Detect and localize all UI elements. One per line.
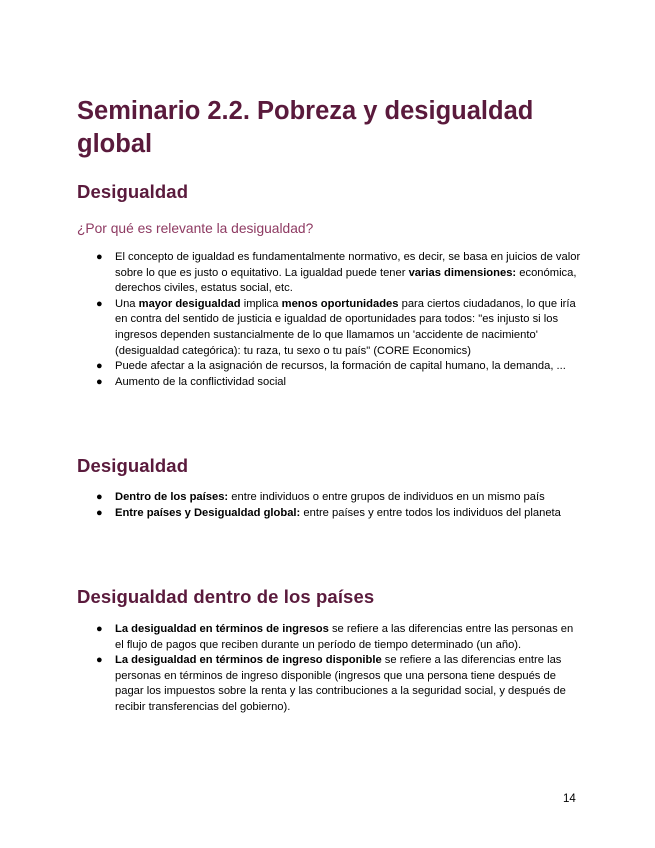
document-title: Seminario 2.2. Pobreza y desigualdad global: [77, 97, 534, 158]
section-heading-desigualdad-2: Desigualdad: [77, 455, 189, 476]
list-item: [77, 653, 582, 715]
list-item: [77, 359, 582, 375]
list-item-text: implica: [240, 297, 282, 310]
subheading-relevance: ¿Por qué es relevante la desigualdad?: [77, 221, 314, 236]
page-number: 14: [563, 793, 576, 805]
bullet-icon: ●: [96, 654, 103, 667]
desigualdad-types-bullet-list: [77, 490, 582, 521]
bullet-icon: ●: [96, 360, 103, 373]
bullet-icon: ●: [96, 251, 103, 263]
list-item: [77, 506, 582, 522]
bullet-icon: ●: [96, 623, 103, 635]
list-item-bold-text: varias dimensiones:: [408, 266, 517, 279]
list-item-bold-text: Dentro de los países:: [115, 491, 229, 503]
list-item: [77, 297, 582, 359]
list-item-text: Una: [115, 297, 139, 310]
list-item-bold-text: Entre países y Desigualdad global:: [115, 506, 301, 519]
list-item-text: Puede afectar a la asignación de recursos, la formación de capital humano, la demanda, ...: [115, 360, 566, 373]
list-item: [77, 375, 582, 391]
list-item: [77, 622, 582, 653]
list-item-text: entre individuos o entre grupos de individuos en un mismo país: [228, 491, 545, 503]
bullet-icon: ●: [96, 491, 103, 503]
bullet-icon: ●: [96, 297, 103, 310]
list-item-text: se refiere a las diferencias entre las personas en el flujo de pagos que reciben durante un período de tiempo determinado (un año).: [115, 623, 574, 651]
list-item: [77, 250, 582, 297]
relevance-bullet-list: [77, 250, 582, 390]
list-item-bold-text: menos oportunidades: [281, 297, 399, 310]
list-item-bold-text: mayor desigualdad: [138, 297, 241, 310]
bullet-icon: ●: [96, 375, 103, 388]
list-item-text: para ciertos ciudadanos, lo que iría en contra del sentido de justicia e igualdad de oportunidades para todos: "es injusto si los ingresos dependen sustancialmente de lo que llamamos un 'accidente de nacimiento' (desigualdad categórica): tu raza, tu sexo o tu país" (CORE Economics): [115, 297, 576, 357]
bullet-icon: ●: [96, 506, 103, 519]
list-item-text: entre países y entre todos los individuos del planeta: [300, 506, 561, 519]
list-item-text: El concepto de igualdad es fundamentalmente normativo, es decir, se basa en juicios de valor sobre lo que es justo o equitativo. La igualdad puede tener: [115, 251, 581, 279]
list-item-bold-text: La desigualdad en términos de ingreso disponible: [115, 654, 382, 667]
within-countries-bullet-list: [77, 622, 582, 716]
section-heading-desigualdad-1: Desigualdad: [77, 181, 189, 202]
list-item-bold-text: La desigualdad en términos de ingresos: [115, 623, 329, 635]
list-item-text: económica, derechos civiles, estatus social, etc.: [115, 266, 577, 295]
list-item: [77, 490, 582, 506]
list-item-text: se refiere a las diferencias entre las personas en términos de ingreso disponible (ingresos que una persona tiene después de pagar los impuestos sobre la renta y las contribuciones a la seguridad social, y después de recibir transferencias del gobierno).: [115, 654, 566, 713]
section-heading-within-countries: Desigualdad dentro de los países: [77, 586, 375, 607]
list-item-text: Aumento de la conflictividad social: [115, 375, 287, 388]
